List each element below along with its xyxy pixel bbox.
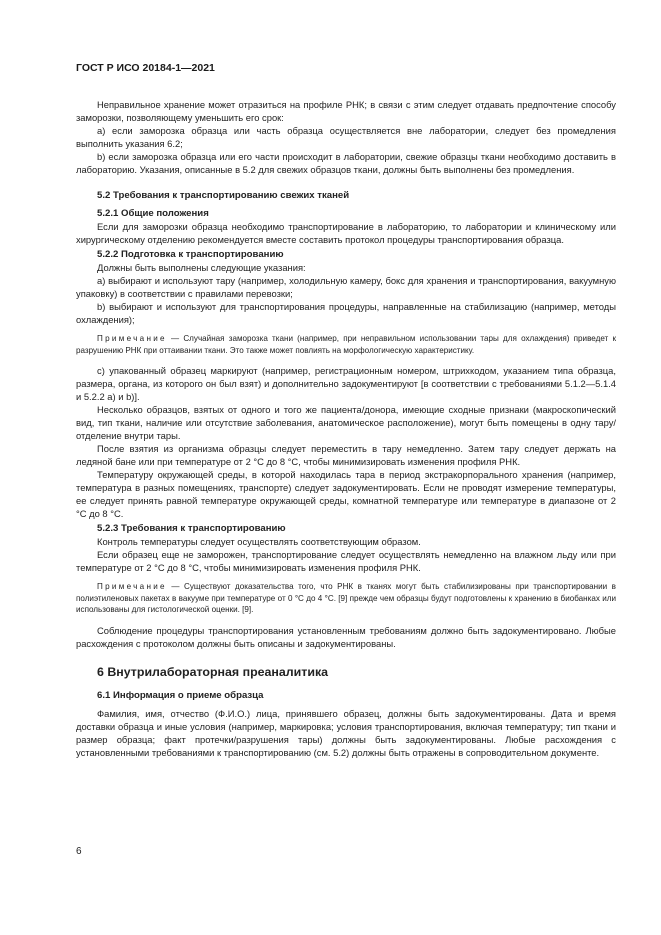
subsection-heading-5-2-1: 5.2.1 Общие положения <box>97 208 209 219</box>
note-label: Примечание <box>97 582 167 591</box>
paragraph: a) если заморозка образца или часть образца осуществляется вне лаборатории, следует без промедления выполнить указания 6.2; <box>76 125 616 149</box>
paragraph: b) если заморозка образца или его части происходит в лаборатории, свежие образцы ткани необходимо доставить в лабораторию. Указания, описанные в 5.2 для свежих образцов ткани, должны быть выполнены без промедления. <box>76 151 616 175</box>
section-heading-5-2: 5.2 Требования к транспортированию свежих тканей <box>97 190 350 201</box>
paragraph: Должны быть выполнены следующие указания: <box>97 262 306 273</box>
paragraph: Несколько образцов, взятых от одного и того же пациента/донора, имеющие сходные признаки (макроскопический вид, тип ткани, наличие или отсутствие заболевания, анатомическое расположение), могут быть помещены в одну тару/отделение внутри тары. <box>76 404 616 441</box>
note-text: — Случайная заморозка ткани (например, при неправильном использовании тары для охлаждения) приведет к разрушению РНК при оттаивании ткани. Это также может повлиять на морфологическую характеристику. <box>76 334 616 355</box>
note-label: Примечание <box>97 334 167 343</box>
document-page <box>76 62 616 759</box>
paragraph: После взятия из организма образцы следует переместить в тару немедленно. Затем тару следует держать на ледяной бане или при температуре от 2 °C до 8 °C, чтобы минимизировать изменения профиля РНК. <box>76 443 616 467</box>
paragraph: b) выбирают и используют для транспортирования процедуры, направленные на стабилизацию (например, методы охлаждения); <box>76 301 616 325</box>
paragraph: Неправильное хранение может отразиться на профиле РНК; в связи с этим следует отдавать предпочтение способу заморозки, позволяющему уменьшить его срок: <box>76 99 616 123</box>
subsection-heading-5-2-3: 5.2.3 Требования к транспортированию <box>97 523 286 534</box>
standard-header: ГОСТ Р ИСО 20184-1—2021 <box>76 62 215 74</box>
paragraph: Соблюдение процедуры транспортирования установленным требованиям должно быть задокументировано. Любые расхождения с протоколом должны быть описаны и задокументированы. <box>76 624 616 649</box>
section-heading-6-1: 6.1 Информация о приеме образца <box>97 689 264 701</box>
section-heading-6: 6 Внутрилабораторная преаналитика <box>97 664 329 679</box>
note-block <box>76 333 616 356</box>
paragraph: Если образец еще не заморожен, транспортирование следует осуществлять немедленно на влажном льду или при температуре от 2 °C до 8 °C, чтобы минимизировать изменения профиля РНК. <box>76 549 616 573</box>
note-block <box>76 581 616 616</box>
paragraph: Фамилия, имя, отчество (Ф.И.О.) лица, принявшего образец, должны быть задокументированы. Дата и время доставки образца и иные условия (например, маркировка; условия транспортирования, включая температуру; тип ткани и размер образца; факт протечки/разрушения тары) должны быть задокументированы. Любые расхождения с установленными требованиями к транспортированию (см. 5.2) должны быть отражены в сопроводительном документе. <box>76 707 616 758</box>
paragraph: a) выбирают и используют тару (например, холодильную камеру, бокс для хранения и транспортирования, вакуумную упаковку) в соответствии с правилами перевозки; <box>76 275 616 299</box>
paragraph: Контроль температуры следует осуществлять соответствующим образом. <box>97 536 421 547</box>
paragraph: c) упакованный образец маркируют (например, регистрационным номером, штрихкодом, указанием типа образца, размера, органа, из которого он был взят) и дополнительно задокументируют [в соответствии с требованиями 5.1.2—5.1.4 и 5.2.2 a) и b)]. <box>76 365 616 402</box>
subsection-heading-5-2-2: 5.2.2 Подготовка к транспортированию <box>97 249 284 260</box>
paragraph: Если для заморозки образца необходимо транспортирование в лабораторию, то лаборатории и клиническому или хирургическому отделению рекомендуется вместе составить протокол процедуры транспортирования образца. <box>76 221 616 245</box>
paragraph: Температуру окружающей среды, в которой находилась тара в период экстракорпорального хранения (например, температура в разных помещениях, транспорте) следует задокументировать. Если не проводят измерение температуры, ее следует принять равной температуре окружающей среды, комнатной температуре или температуре в диапазоне от 2 °C до 8 °C. <box>76 469 616 519</box>
note-text: — Существуют доказательства того, что РНК в тканях могут быть стабилизированы при транспортировании в полиэтиленовых пакетах в вакууме при температуре от 0 °C до 4 °C. [9] прежде чем образцы будут подготовлены к хранению в биобанках или использованы для гистологической оценки. [9]. <box>76 582 616 614</box>
page-number: 6 <box>76 846 82 857</box>
